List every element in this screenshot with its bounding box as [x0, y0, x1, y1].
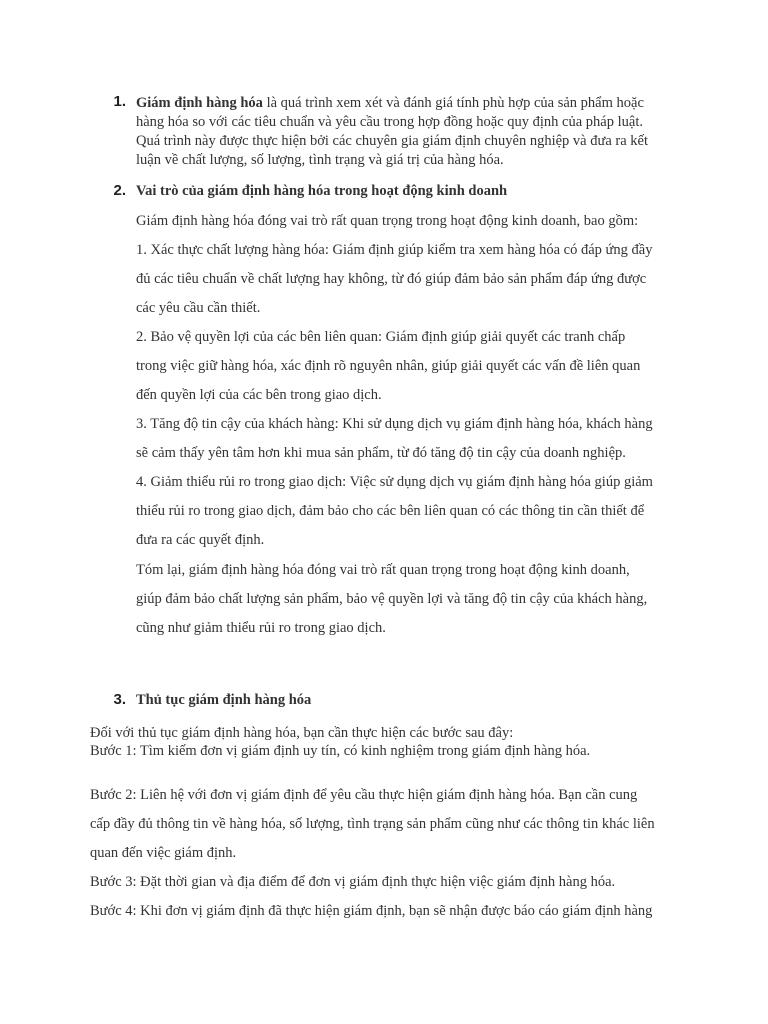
section1-line-2: hàng hóa so với các tiêu chuẩn và yêu cầu trong hợp đồng hoặc quy định của pháp luật.: [136, 114, 643, 130]
section1-term: Giám định hàng hóa: [136, 95, 263, 111]
section2-line-10: 4. Giảm thiểu rủi ro trong giao dịch: Việc sử dụng dịch vụ giám định hàng hóa giúp giảm: [136, 474, 653, 490]
section2-line-4: các yêu cầu cần thiết.: [136, 300, 261, 316]
section2-line-6: trong việc giữ hàng hóa, xác định rõ nguyên nhân, giúp giải quyết các vấn đề liên quan: [136, 358, 641, 374]
section1-line-1-text: là quá trình xem xét và đánh giá tính phù hợp của sản phẩm hoặc: [262, 95, 644, 111]
section2-line-1: Giám định hàng hóa đóng vai trò rất quan trọng trong hoạt động kinh doanh, bao gồm:: [136, 213, 639, 229]
section2-line-15: cũng như giảm thiểu rủi ro trong giao dịch.: [136, 620, 386, 636]
section2-line-12: đưa ra các quyết định.: [136, 532, 265, 548]
section1-line-1: [136, 94, 676, 113]
section3-line-7: Bước 4: Khi đơn vị giám định đã thực hiện giám định, bạn sẽ nhận được báo cáo giám định hàng: [90, 903, 653, 919]
section2-number: 2.: [113, 182, 126, 199]
section2-line-3: đủ các tiêu chuẩn về chất lượng hay không, từ đó giúp đảm bảo sản phẩm đáp ứng được: [136, 271, 647, 287]
section2-line-14: giúp đảm bảo chất lượng sản phẩm, bảo vệ quyền lợi và tăng độ tin cậy của khách hàng,: [136, 591, 648, 607]
section3-line-5: quan đến việc giám định.: [90, 845, 237, 861]
section3-heading: Thủ tục giám định hàng hóa: [136, 692, 312, 708]
section2-line-8: 3. Tăng độ tin cậy của khách hàng: Khi sử dụng dịch vụ giám định hàng hóa, khách hàng: [136, 416, 653, 432]
section1-paragraph: [136, 94, 676, 170]
section2-line-11: thiểu rủi ro trong giao dịch, đảm bảo cho các bên liên quan có các thông tin cần thiết để: [136, 503, 645, 519]
section2-heading: Vai trò của giám định hàng hóa trong hoạt động kinh doanh: [136, 183, 508, 199]
section3-number: 3.: [113, 691, 126, 708]
section1-line-3: Quá trình này được thực hiện bởi các chuyên gia giám định chuyên nghiệp và đưa ra kết: [136, 133, 649, 149]
section3-line-2: Bước 1: Tìm kiếm đơn vị giám định uy tín, có kinh nghiệm trong giám định hàng hóa.: [90, 743, 591, 759]
section2-line-13: Tóm lại, giám định hàng hóa đóng vai trò rất quan trọng trong hoạt động kinh doanh,: [136, 562, 630, 578]
section2-line-5: 2. Bảo vệ quyền lợi của các bên liên quan: Giám định giúp giải quyết các tranh chấp: [136, 329, 626, 345]
section2-line-9: sẽ cảm thấy yên tâm hơn khi mua sản phẩm, từ đó tăng độ tin cậy của doanh nghiệp.: [136, 445, 626, 461]
section1-line-4: luận về chất lượng, số lượng, tình trạng và giá trị của hàng hóa.: [136, 152, 504, 168]
section2-line-7: đến quyền lợi của các bên trong giao dịch.: [136, 387, 382, 403]
section1-number: 1.: [113, 93, 126, 110]
section2-line-2: 1. Xác thực chất lượng hàng hóa: Giám định giúp kiểm tra xem hàng hóa có đáp ứng đầy: [136, 242, 653, 258]
section3-line-6: Bước 3: Đặt thời gian và địa điểm để đơn vị giám định thực hiện việc giám định hàng hóa.: [90, 874, 616, 890]
section3-line-1: Đối với thủ tục giám định hàng hóa, bạn cần thực hiện các bước sau đây:: [90, 725, 514, 741]
section3-line-3: Bước 2: Liên hệ với đơn vị giám định để yêu cầu thực hiện giám định hàng hóa. Bạn cần cung: [90, 787, 638, 803]
section3-line-4: cấp đầy đủ thông tin về hàng hóa, số lượng, tình trạng sản phẩm cũng như các thông tin khác liên: [90, 816, 655, 832]
